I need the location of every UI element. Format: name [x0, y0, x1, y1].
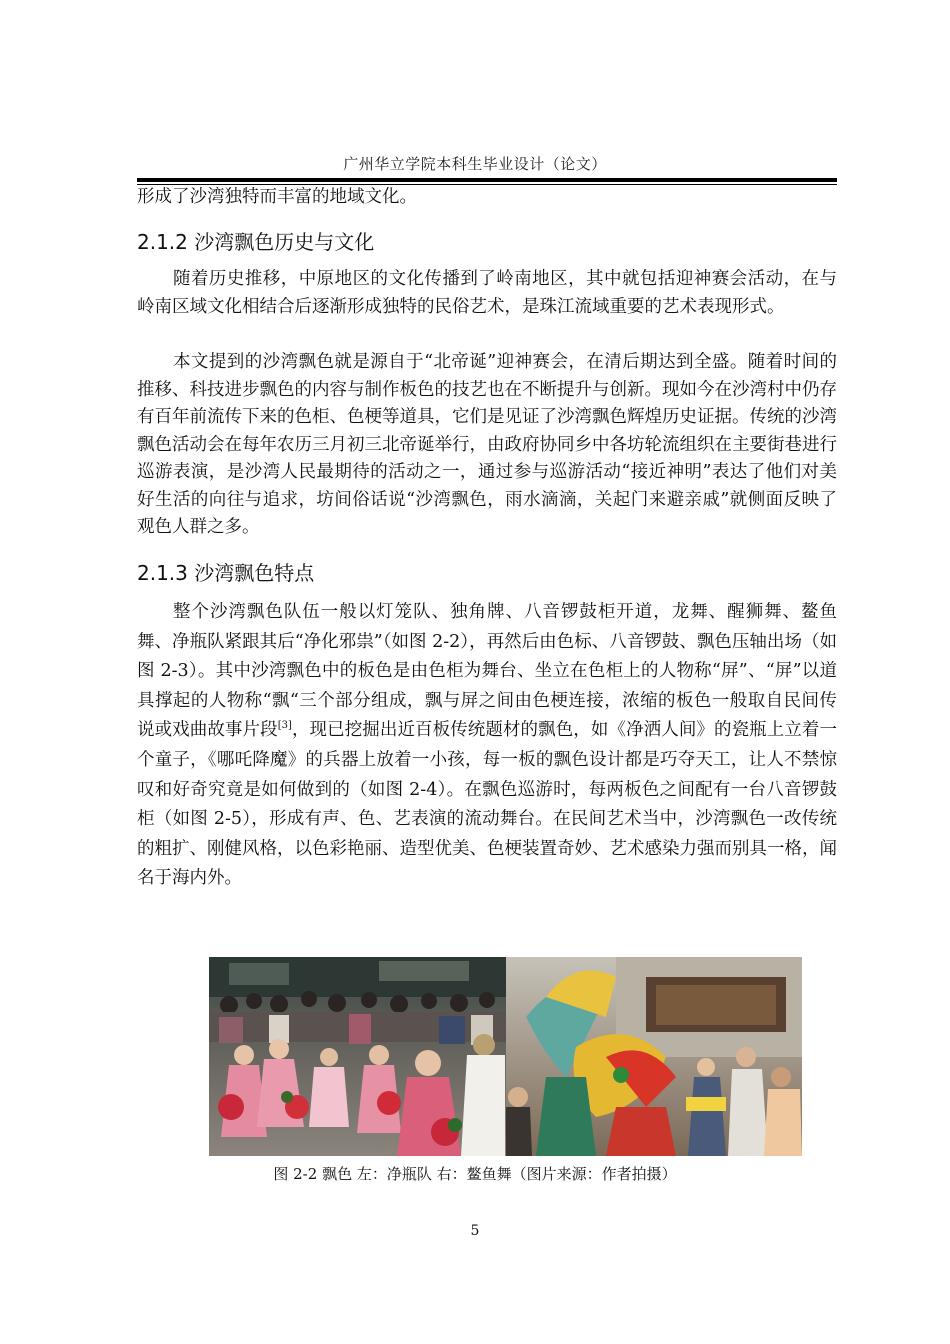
header-rule-thick: [137, 178, 837, 182]
paragraph-features: [137, 598, 837, 894]
page-number: 5: [470, 1223, 480, 1239]
citation-ref: [3]: [277, 720, 292, 732]
photo-jingping-team: [209, 957, 506, 1156]
paragraph-history-1: 随着历史推移，中原地区的文化传播到了岭南地区，其中就包括迎神赛会活动，在与岭南区域文化相结合后逐渐形成独特的民俗艺术，是珠江流域重要的艺术表现形式。: [137, 269, 837, 317]
paragraph-features-part-a: 整个沙湾飘色队伍一般以灯笼队、独角牌、八音锣鼓柜开道，龙舞、醒狮舞、鳌鱼舞、净瓶队紧跟其后“净化邪祟”（如图 2-2），再然后由色标、八音锣鼓、飘色压轴出场（如图 2-3）。其中沙湾飘色中的板色是由色柜为舞台、坐立在色柜上的人物称“屏”、“屏”以道具撑起的人物称“飘“三个部分组成，飘与屏之间由色梗连接，浓缩的板色一般取自民间传说或戏曲故事片段: [137, 602, 837, 741]
paragraph-history-2: 本文提到的沙湾飘色就是源自于“北帝诞”迎神赛会，在清后期达到全盛。随着时间的推移、科技进步飘色的内容与制作板色的技艺也在不断提升与创新。现如今在沙湾村中仍存有百年前流传下来的色柜、色梗等道具，它们是见证了沙湾飘色辉煌历史证据。传统的沙湾飘色活动会在每年农历三月初三北帝诞举行，由政府协同乡中各坊轮流组织在主要街巷进行巡游表演，是沙湾人民最期待的活动之一，通过参与巡游活动“接近神明”表达了他们对美好生活的向往与追求，坊间俗话说“沙湾飘色，雨水滴滴，关起门来避亲戚”就侧面反映了观色人群之多。: [137, 352, 837, 537]
intro-line: 形成了沙湾独特而丰富的地域文化。: [137, 187, 417, 207]
paragraph-features-part-b: ，现已挖掘出近百板传统题材的飘色，如《净洒人间》的瓷瓶上立着一个童子，《哪吒降魔》的兵器上放着一小孩，每一板的飘色设计都是巧夺天工，让人不禁惊叹和好奇究竟是如何做到的（如图 2-4）。在飘色巡游时，每两板色之间配有一台八音锣鼓柜（如图 2-5），形成有声、色、艺表演的流动舞台。在民间艺术当中，沙湾飘色一改传统的粗扩、刚健风格，以色彩艳丽、造型优美、色梗装置奇妙、艺术感染力强而别具一格，闻名于海内外。: [137, 720, 838, 889]
photo-aoyu-dance: [506, 957, 802, 1156]
figure-caption: 图 2-2 飘色 左：净瓶队 右：鳌鱼舞（图片来源：作者拍摄）: [273, 1165, 677, 1183]
section-heading-2-1-2: 2.1.2 沙湾飘色历史与文化: [137, 230, 375, 254]
running-header: 广州华立学院本科生毕业设计（论文）: [343, 155, 607, 173]
section-heading-2-1-3: 2.1.3 沙湾飘色特点: [137, 561, 315, 585]
figure-2-2: [209, 957, 802, 1156]
